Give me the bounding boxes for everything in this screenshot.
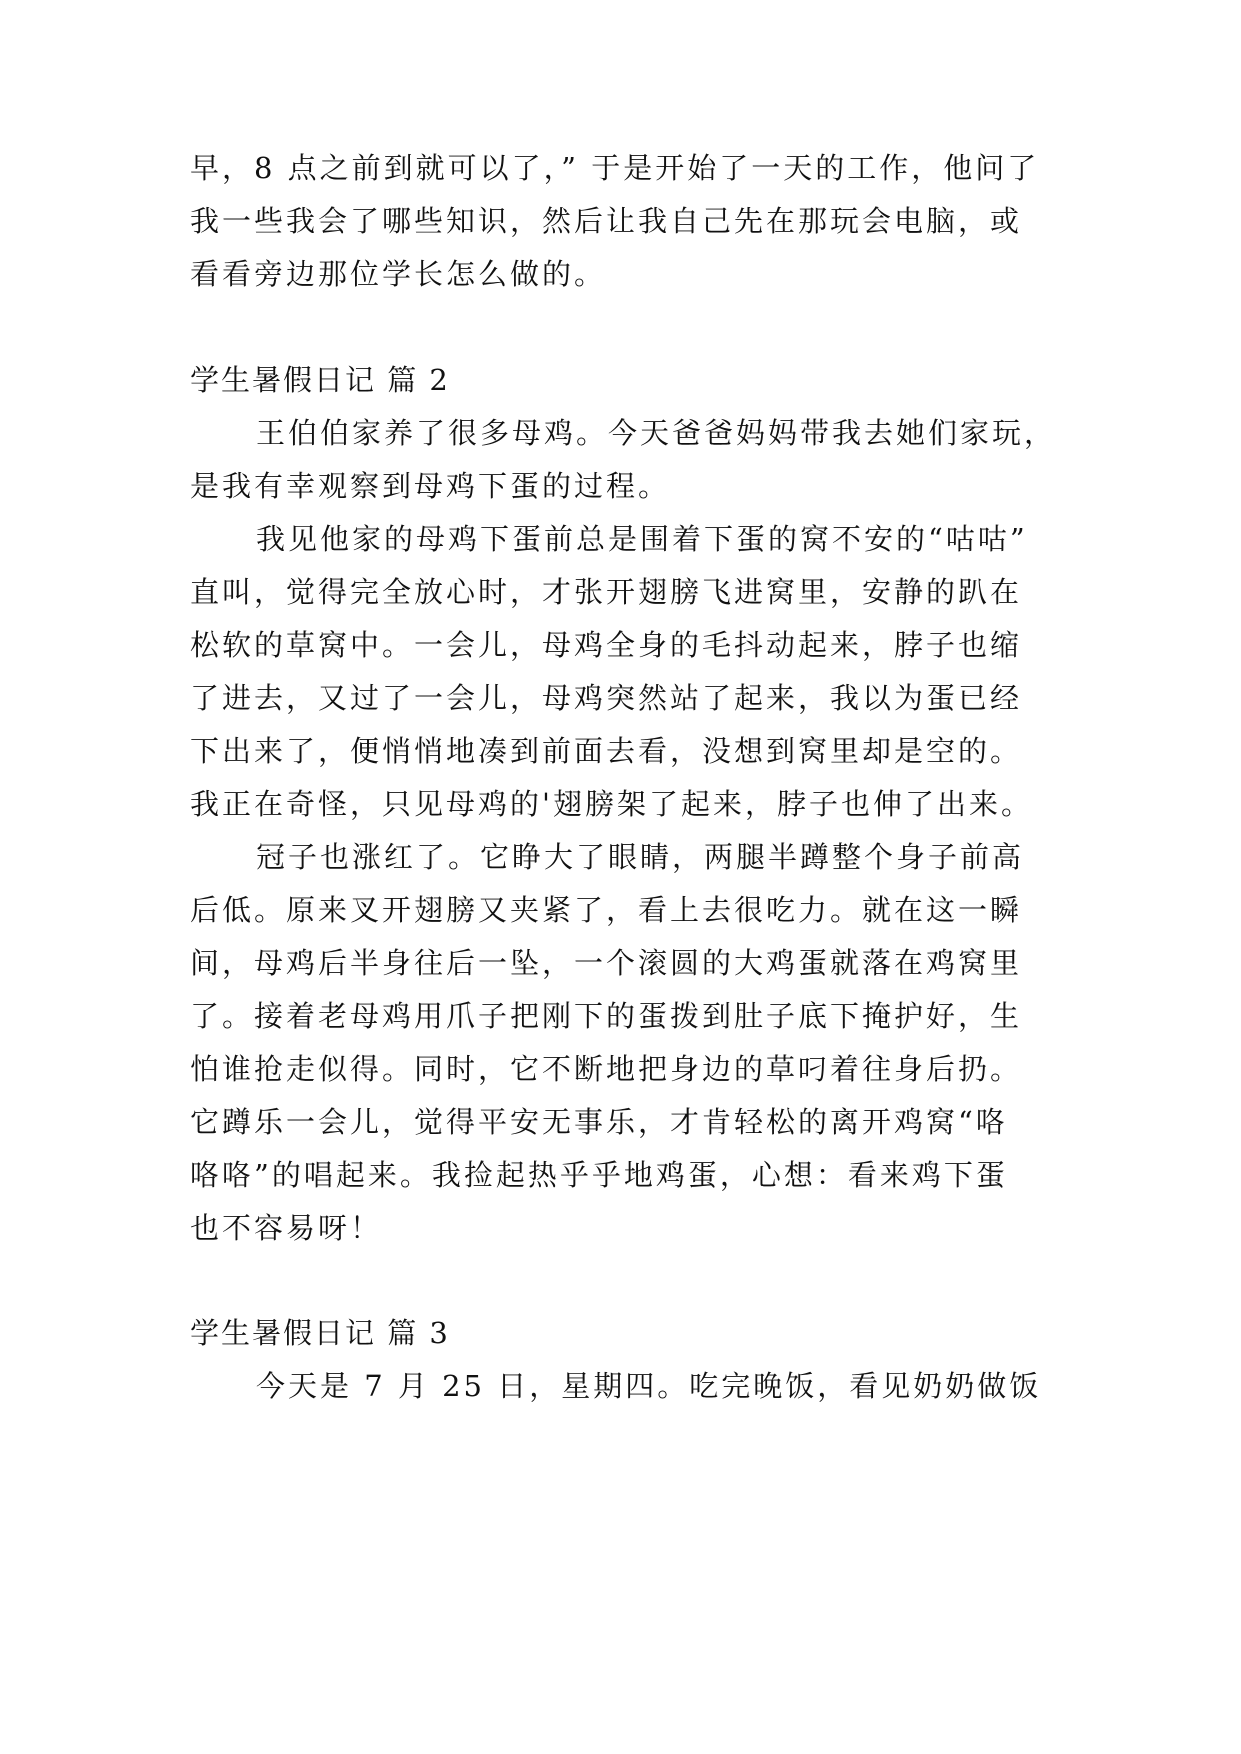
intro-line-2: 我一些我会了哪些知识，然后让我自己先在那玩会电脑，或: [190, 204, 1023, 238]
section-2-paragraph-2-line-1: 我见他家的母鸡下蛋前总是围着下蛋的窝不安的“咕咕”: [256, 522, 1028, 556]
section-2-paragraph-2-line-3: 松软的草窝中。一会儿，母鸡全身的毛抖动起来，脖子也缩: [190, 628, 1023, 662]
section-2-paragraph-3-line-6: 它蹲乐一会儿，觉得平安无事乐，才肯轻松的离开鸡窝“咯: [190, 1105, 1008, 1139]
section-2-paragraph-2-line-6: 我正在奇怪，只见母鸡的'翅膀架了起来，脖子也伸了出来。: [190, 787, 1033, 821]
section-2-paragraph-1-line-1: 王伯伯家养了很多母鸡。今天爸爸妈妈带我去她们家玩，: [256, 416, 1057, 450]
section-2-paragraph-3-line-1: 冠子也涨红了。它睁大了眼睛，两腿半蹲整个身子前高: [256, 840, 1025, 874]
section-2-paragraph-2-line-2: 直叫，觉得完全放心时，才张开翅膀飞进窝里，安静的趴在: [190, 575, 1023, 609]
section-2-paragraph-3-line-4: 了。接着老母鸡用爪子把刚下的蛋拨到肚子底下掩护好，生: [190, 999, 1023, 1033]
section-3-paragraph-1-line-1: 今天是 7 月 25 日，星期四。吃完晚饭，看见奶奶做饭: [256, 1369, 1042, 1403]
section-2-paragraph-3-line-5: 怕谁抢走似得。同时，它不断地把身边的草叼着往身后扔。: [190, 1052, 1023, 1086]
section-2-paragraph-3-line-8: 也不容易呀！: [190, 1211, 383, 1245]
section-2-heading: 学生暑假日记 篇 2: [190, 363, 450, 397]
section-2-paragraph-2-line-4: 了进去，又过了一会儿，母鸡突然站了起来，我以为蛋已经: [190, 681, 1023, 715]
section-3-heading: 学生暑假日记 篇 3: [190, 1316, 450, 1350]
section-2-paragraph-2-line-5: 下出来了，便悄悄地凑到前面去看，没想到窝里却是空的。: [190, 734, 1023, 768]
intro-line-3: 看看旁边那位学长怎么做的。: [190, 257, 607, 291]
section-2-paragraph-3-line-2: 后低。原来叉开翅膀又夹紧了，看上去很吃力。就在这一瞬: [190, 893, 1023, 927]
intro-line-1: 早，8 点之前到就可以了，” 于是开始了一天的工作，他问了: [190, 151, 1040, 185]
section-2-paragraph-1-line-2: 是我有幸观察到母鸡下蛋的过程。: [190, 469, 671, 503]
section-2-paragraph-3-line-7: 咯咯”的唱起来。我捡起热乎乎地鸡蛋，心想：看来鸡下蛋: [190, 1158, 1008, 1192]
section-2-paragraph-3-line-3: 间，母鸡后半身往后一坠，一个滚圆的大鸡蛋就落在鸡窝里: [190, 946, 1023, 980]
